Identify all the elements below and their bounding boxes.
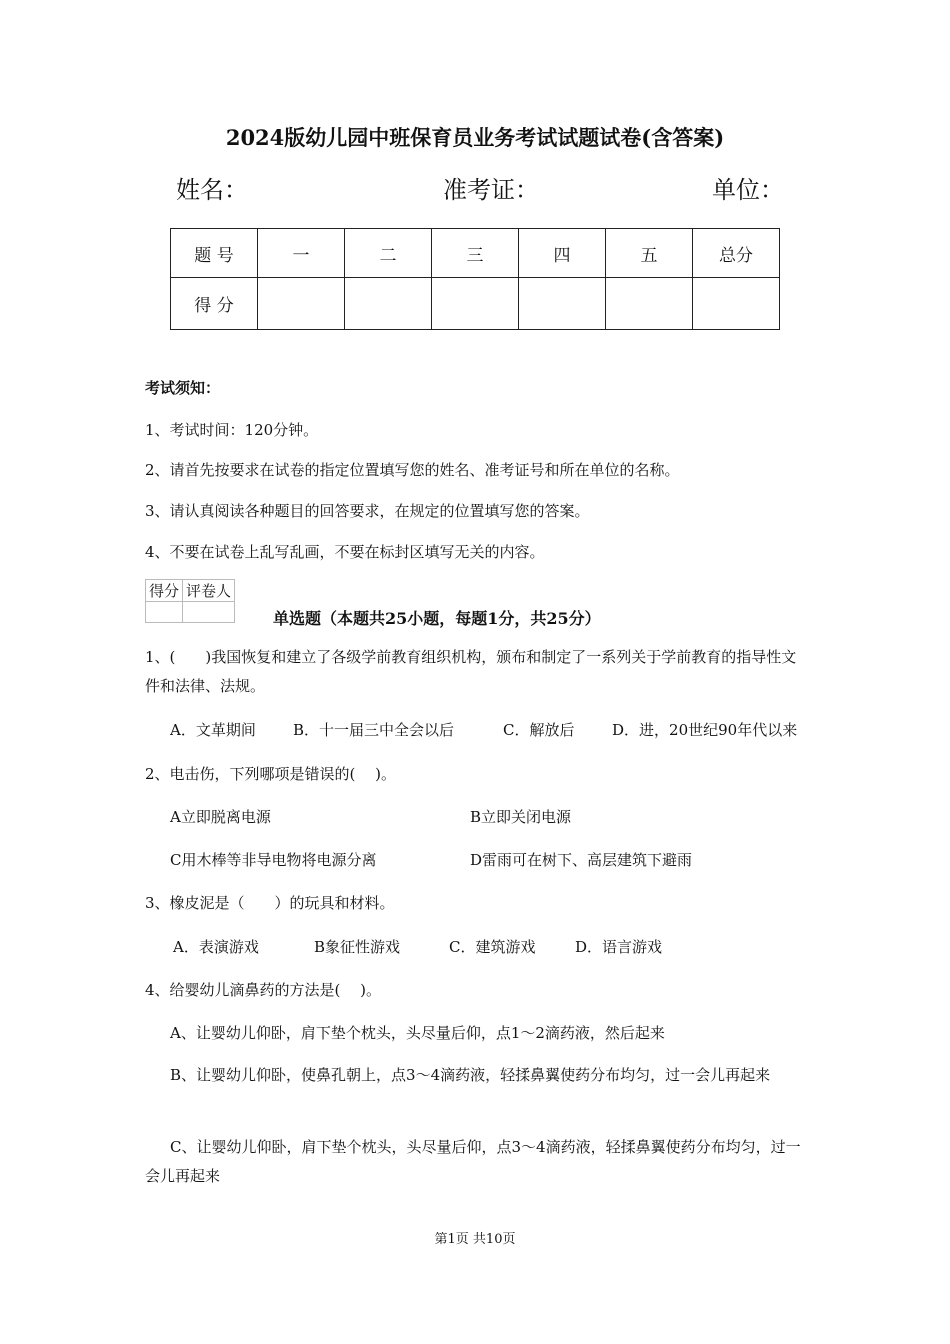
question-4-option-b: B、让婴幼儿仰卧，使鼻孔朝上，点3～4滴药液，轻揉鼻翼使药分布均匀，过一会儿再起来 bbox=[170, 1066, 771, 1084]
question-2-option-c: C用木棒等非导电物将电源分离 bbox=[170, 851, 377, 869]
notice-heading: 考试须知： bbox=[145, 379, 221, 397]
notice-item: 3、请认真阅读各种题目的回答要求，在规定的位置填写您的答案。 bbox=[145, 502, 590, 520]
section-title: 单选题（本题共25小题，每题1分，共25分） bbox=[273, 609, 601, 628]
score-table-header-cell: 题 号 bbox=[171, 229, 258, 278]
score-table-header-row bbox=[171, 229, 780, 278]
notice-item: 1、考试时间：120分钟。 bbox=[145, 421, 319, 439]
question-2-stem: 2、电击伤，下列哪项是错误的( )。 bbox=[145, 765, 397, 783]
score-table-header-cell: 总分 bbox=[693, 229, 780, 278]
score-input-cell[interactable] bbox=[345, 278, 432, 330]
grader-reviewer-cell[interactable] bbox=[183, 602, 235, 623]
score-input-cell[interactable] bbox=[432, 278, 519, 330]
question-1-option-c: C．解放后 bbox=[503, 721, 575, 739]
question-3-option-b: B象征性游戏 bbox=[314, 938, 401, 956]
score-input-cell[interactable] bbox=[258, 278, 345, 330]
question-1-option-a: A．文革期间 bbox=[170, 721, 256, 739]
question-4-option-c: C、让婴幼儿仰卧，肩下垫个枕头，头尽量后仰，点3～4滴药液，轻揉鼻翼使药分布均匀，过一会儿再起来 bbox=[145, 1138, 801, 1185]
question-3-stem: 3、橡皮泥是（ ）的玩具和材料。 bbox=[145, 894, 395, 912]
score-input-cell[interactable] bbox=[606, 278, 693, 330]
score-table bbox=[170, 228, 780, 330]
grader-score-label: 得分 bbox=[146, 580, 183, 602]
score-table-header-cell: 一 bbox=[258, 229, 345, 278]
score-input-cell[interactable] bbox=[519, 278, 606, 330]
grader-box bbox=[145, 579, 235, 623]
score-table-header-cell: 三 bbox=[432, 229, 519, 278]
grader-score-cell[interactable] bbox=[146, 602, 183, 623]
question-3-option-a: A．表演游戏 bbox=[173, 938, 259, 956]
notice-item: 4、不要在试卷上乱写乱画，不要在标封区填写无关的内容。 bbox=[145, 543, 545, 561]
question-3-option-c: C．建筑游戏 bbox=[449, 938, 536, 956]
question-2-option-b: B立即关闭电源 bbox=[470, 808, 572, 826]
score-table-header-cell: 五 bbox=[606, 229, 693, 278]
question-4-option-a: A、让婴幼儿仰卧，肩下垫个枕头，头尽量后仰，点1～2滴药液，然后起来 bbox=[170, 1024, 665, 1042]
exam-id-field-label: 准考证： bbox=[443, 176, 539, 204]
question-4-stem: 4、给婴幼儿滴鼻药的方法是( )。 bbox=[145, 981, 382, 999]
notice-item: 2、请首先按要求在试卷的指定位置填写您的姓名、准考证号和所在单位的名称。 bbox=[145, 461, 680, 479]
page-footer: 第1页 共10页 bbox=[434, 1232, 516, 1247]
score-table-score-row bbox=[171, 278, 780, 330]
question-1-stem: 1、( )我国恢复和建立了各级学前教育组织机构，颁布和制定了一系列关于学前教育的指导性文件和法律、法规。 bbox=[145, 648, 797, 695]
question-2-option-d: D雷雨可在树下、高层建筑下避雨 bbox=[470, 851, 693, 869]
score-row-label: 得 分 bbox=[171, 278, 258, 330]
score-input-cell[interactable] bbox=[693, 278, 780, 330]
document-title: 2024版幼儿园中班保育员业务考试试题试卷(含答案) bbox=[225, 125, 725, 150]
score-table-header-cell: 二 bbox=[345, 229, 432, 278]
question-1-option-d: D．进，20世纪90年代以来 bbox=[612, 721, 798, 739]
unit-field-label: 单位： bbox=[712, 176, 784, 204]
grader-reviewer-label: 评卷人 bbox=[183, 580, 235, 602]
question-1-option-b: B．十一届三中全会以后 bbox=[293, 721, 455, 739]
score-table-header-cell: 四 bbox=[519, 229, 606, 278]
question-3-option-d: D．语言游戏 bbox=[575, 938, 663, 956]
question-2-option-a: A立即脱离电源 bbox=[170, 808, 271, 826]
name-field-label: 姓名： bbox=[176, 176, 248, 204]
